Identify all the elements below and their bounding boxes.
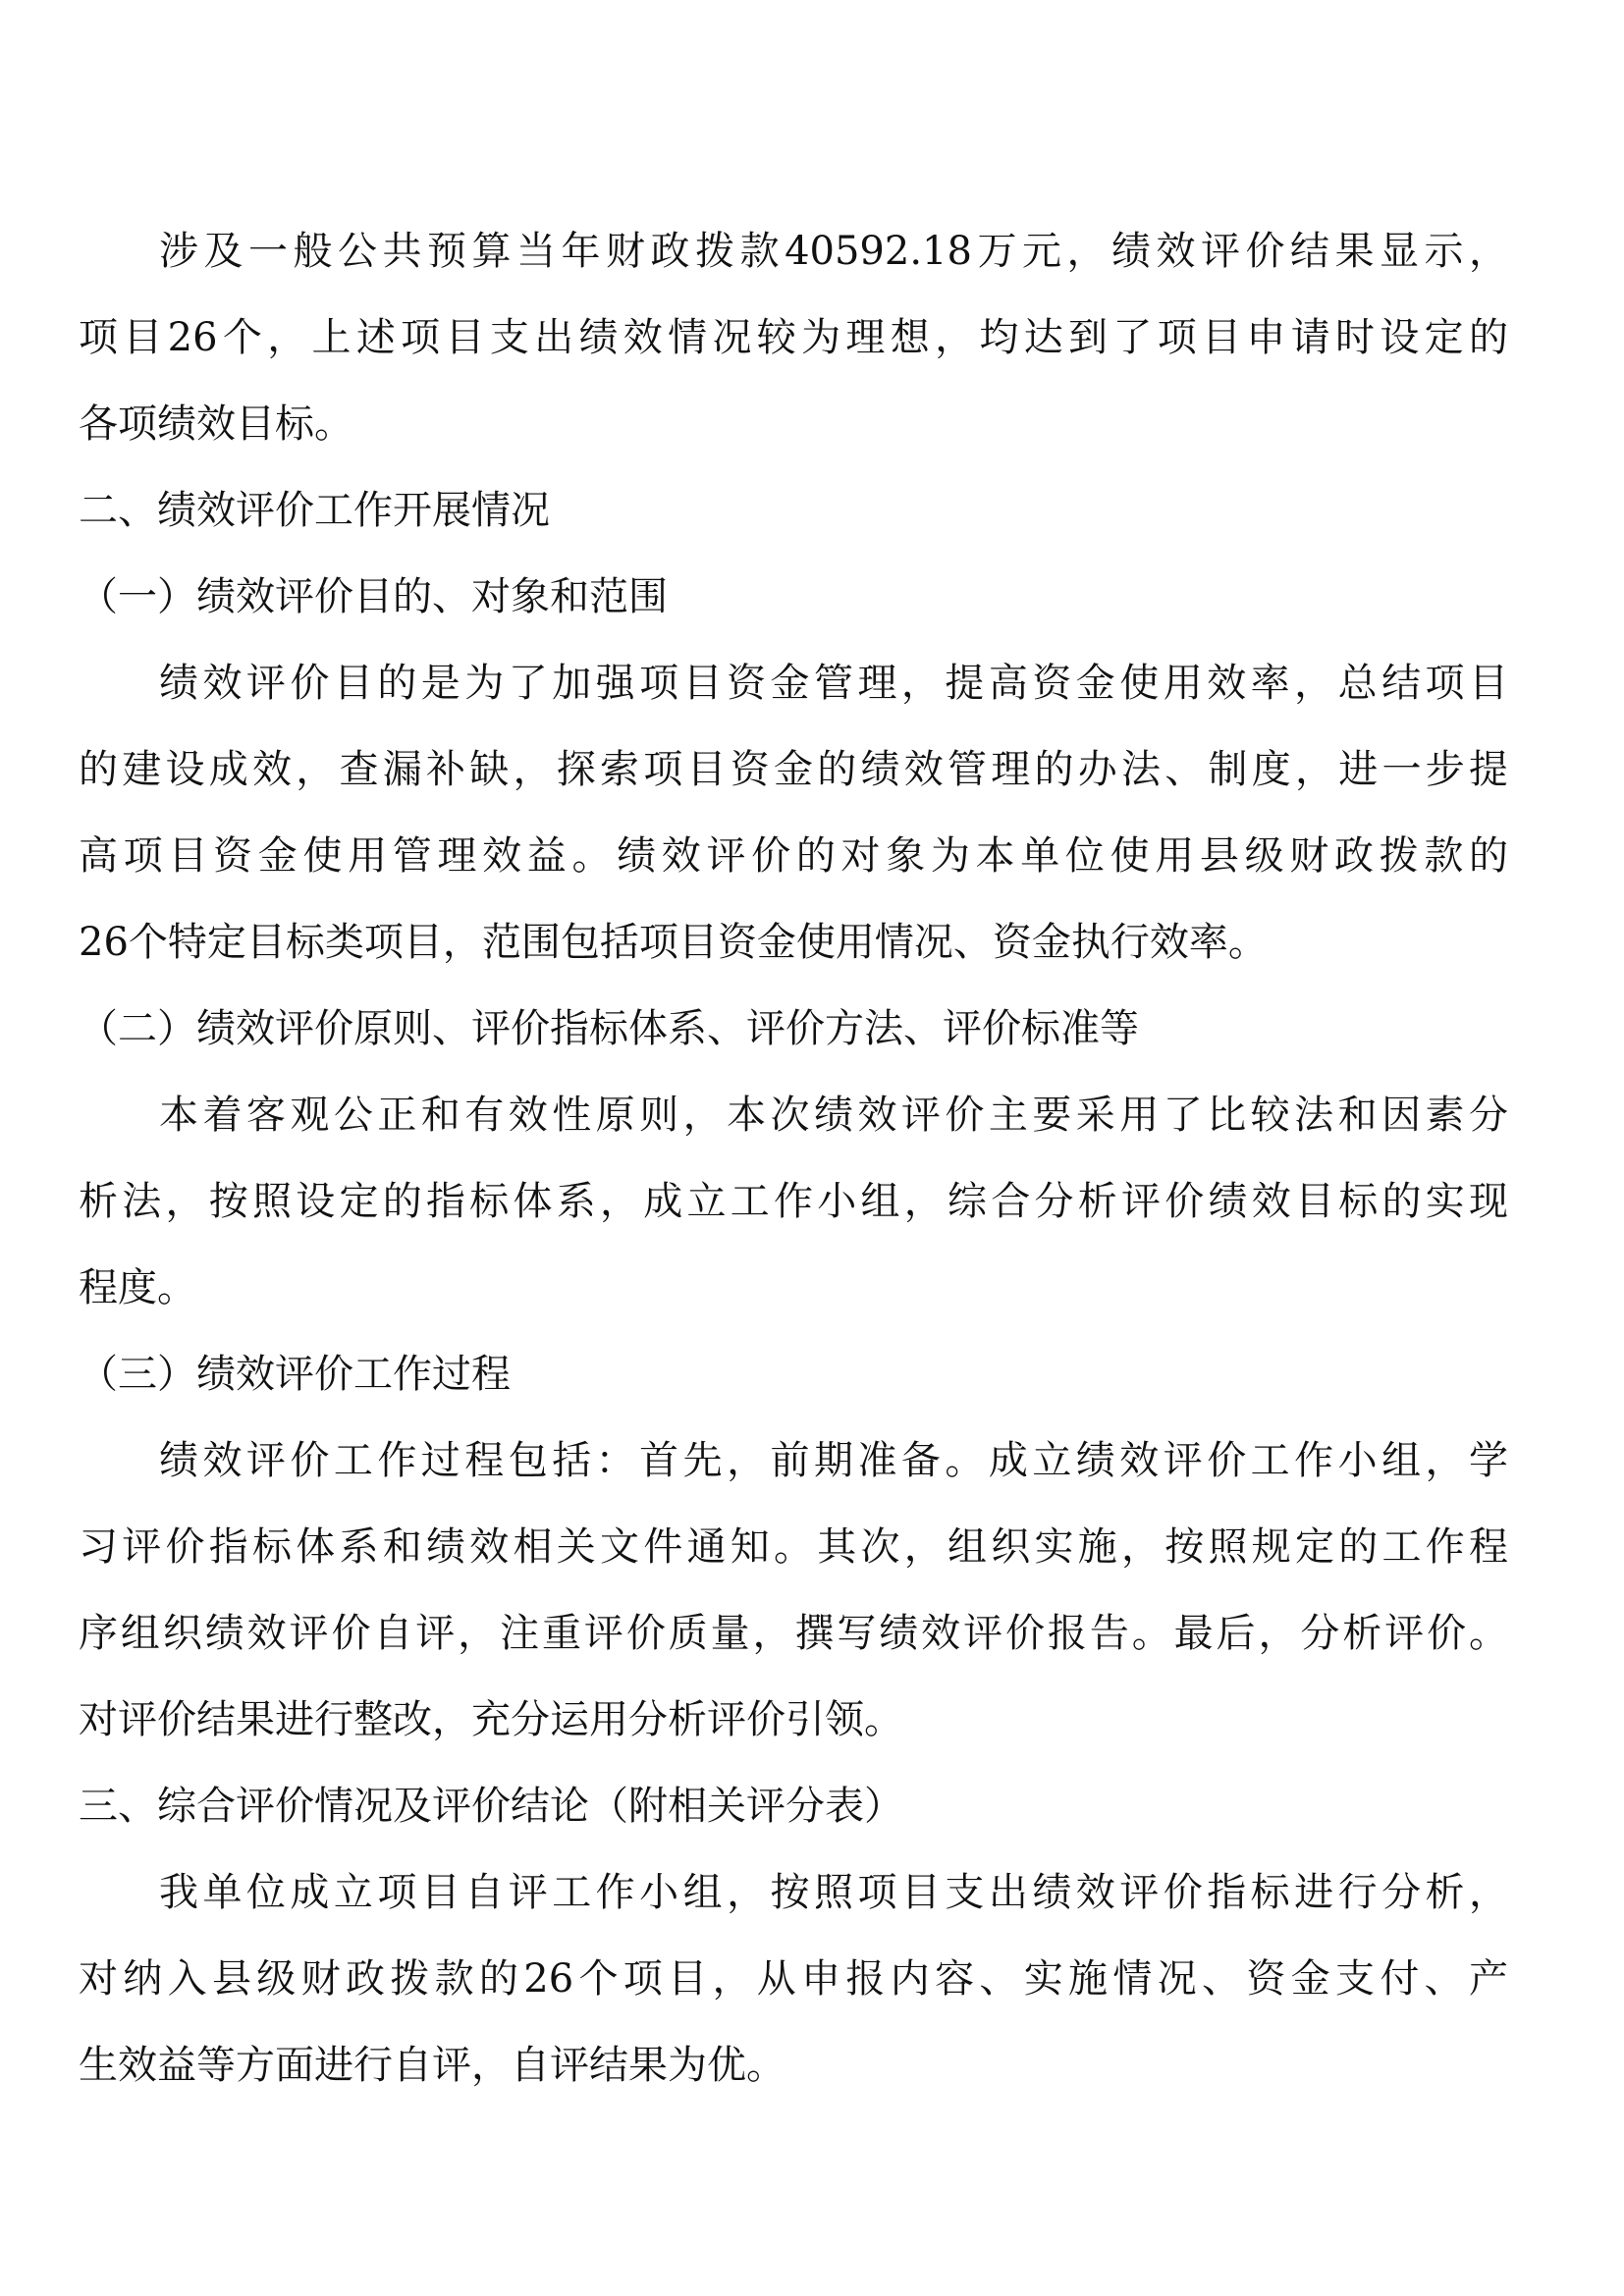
paragraph-line: 26个特定目标类项目，范围包括项目资金使用情况、资金执行效率。 bbox=[79, 920, 1268, 965]
paragraph-line: 涉及一般公共预算当年财政拨款40592.18万元，绩效评价结果显示， bbox=[159, 229, 1508, 274]
paragraph-line: 各项绩效目标。 bbox=[79, 401, 353, 447]
subsection-heading: （二）绩效评价原则、评价指标体系、评价方法、评价标准等 bbox=[79, 1006, 1139, 1051]
paragraph-line: 程度。 bbox=[79, 1265, 196, 1310]
paragraph-line: 生效益等方面进行自评，自评结果为优。 bbox=[79, 2043, 785, 2088]
paragraph-line: 项目26个，上述项目支出绩效情况较为理想，均达到了项目申请时设定的 bbox=[79, 315, 1508, 360]
paragraph-line: 对评价结果进行整改，充分运用分析评价引领。 bbox=[79, 1697, 903, 1742]
paragraph-line: 序组织绩效评价自评，注重评价质量，撰写绩效评价报告。最后，分析评价。 bbox=[79, 1611, 1508, 1656]
document-page bbox=[79, 208, 1508, 2109]
paragraph-line: 绩效评价目的是为了加强项目资金管理，提高资金使用效率，总结项目 bbox=[159, 661, 1508, 706]
section-heading: 三、综合评价情况及评价结论（附相关评分表） bbox=[79, 1784, 903, 1829]
subsection-heading: （三）绩效评价工作过程 bbox=[79, 1352, 511, 1397]
paragraph-line: 本着客观公正和有效性原则，本次绩效评价主要采用了比较法和因素分 bbox=[159, 1093, 1508, 1138]
section-heading: 二、绩效评价工作开展情况 bbox=[79, 488, 550, 533]
paragraph-line: 对纳入县级财政拨款的26个项目，从申报内容、实施情况、资金支付、产 bbox=[79, 1956, 1508, 2002]
paragraph-line: 析法，按照设定的指标体系，成立工作小组，综合分析评价绩效目标的实现 bbox=[79, 1179, 1508, 1224]
paragraph-line: 我单位成立项目自评工作小组，按照项目支出绩效评价指标进行分析， bbox=[159, 1870, 1508, 1915]
paragraph-line: 的建设成效，查漏补缺，探索项目资金的绩效管理的办法、制度，进一步提 bbox=[79, 747, 1508, 792]
paragraph-line: 绩效评价工作过程包括：首先，前期准备。成立绩效评价工作小组，学 bbox=[159, 1438, 1508, 1483]
subsection-heading: （一）绩效评价目的、对象和范围 bbox=[79, 574, 668, 619]
paragraph-line: 高项目资金使用管理效益。绩效评价的对象为本单位使用县级财政拨款的 bbox=[79, 833, 1508, 879]
paragraph-line: 习评价指标体系和绩效相关文件通知。其次，组织实施，按照规定的工作程 bbox=[79, 1524, 1508, 1570]
